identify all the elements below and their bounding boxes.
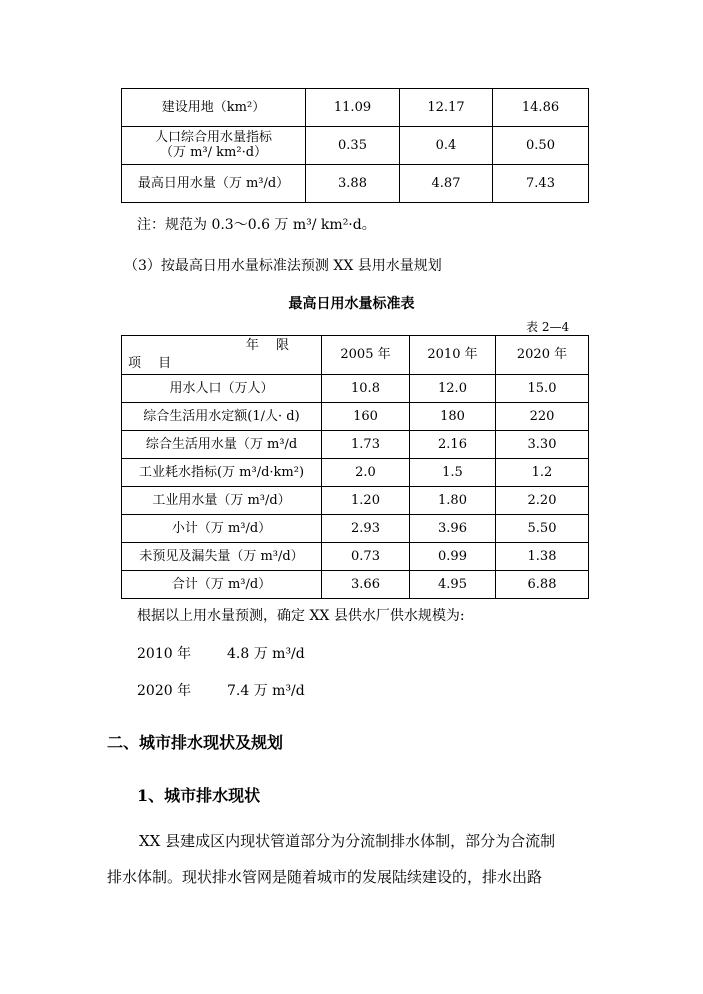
table-row <box>122 459 589 487</box>
cell-value: 180 <box>410 403 496 431</box>
scale-value: 7.4 万 m³/d <box>227 683 305 699</box>
cell-value: 12.17 <box>400 89 493 127</box>
method-line: （3）按最高日用水量标准法预测 XX 县用水量规划 <box>124 258 442 274</box>
column-header: 2020 年 <box>496 336 589 375</box>
scale-year: 2010 年 <box>137 646 192 662</box>
section-heading: 二、城市排水现状及规划 <box>107 733 284 752</box>
table-row <box>122 375 589 403</box>
row-label: 工业耗水指标(万 m³/d·km²) <box>122 459 322 487</box>
column-header: 2005 年 <box>322 336 410 375</box>
row-label: 工业用水量（万 m³/d） <box>122 487 322 515</box>
cell-value: 4.87 <box>400 165 493 203</box>
cell-value: 6.88 <box>496 571 589 599</box>
scale-value: 4.8 万 m³/d <box>227 646 305 662</box>
cell-value: 11.09 <box>306 89 400 127</box>
table-row <box>122 89 589 127</box>
sub-heading: 1、城市排水现状 <box>137 786 261 805</box>
cell-value: 14.86 <box>493 89 589 127</box>
cell-value: 160 <box>322 403 410 431</box>
table-header-row <box>122 336 589 375</box>
body-paragraph <box>107 823 597 895</box>
cell-value: 4.95 <box>410 571 496 599</box>
note-text: 注：规范为 0.3～0.6 万 m³/ km²·d。 <box>137 217 376 233</box>
cell-value: 3.88 <box>306 165 400 203</box>
row-label: 用水人口（万人） <box>122 375 322 403</box>
table-row <box>122 515 589 543</box>
cell-value: 7.43 <box>493 165 589 203</box>
paragraph-line: XX 县建成区内现状管道部分为分流制排水体制，部分为合流制 <box>139 832 556 850</box>
cell-value: 0.50 <box>493 127 589 165</box>
cell-value: 1.5 <box>410 459 496 487</box>
cell-value: 0.73 <box>322 543 410 571</box>
cell-value: 3.66 <box>322 571 410 599</box>
cell-value: 5.50 <box>496 515 589 543</box>
column-header: 2010 年 <box>410 336 496 375</box>
water-demand-table <box>121 88 589 203</box>
row-label: 综合生活用水定额(1/人· d) <box>122 403 322 431</box>
table-row <box>122 431 589 459</box>
table-row <box>122 127 589 165</box>
table-row <box>122 403 589 431</box>
cell-value: 3.96 <box>410 515 496 543</box>
scale-year: 2020 年 <box>137 683 192 699</box>
row-label: 最高日用水量（万 m³/d） <box>122 165 306 203</box>
cell-value: 10.8 <box>322 375 410 403</box>
table-number: 表 2—4 <box>526 320 570 334</box>
cell-value: 15.0 <box>496 375 589 403</box>
cell-value: 0.35 <box>306 127 400 165</box>
table-row <box>122 571 589 599</box>
scale-line-2020 <box>137 680 305 700</box>
table-row <box>122 165 589 203</box>
cell-value: 2.0 <box>322 459 410 487</box>
cell-value: 1.73 <box>322 431 410 459</box>
row-label: 综合生活用水量（万 m³/d <box>122 431 322 459</box>
header-item-label: 项 目 <box>128 356 172 372</box>
header-corner-cell <box>122 336 322 375</box>
row-label: 未预见及漏失量（万 m³/d） <box>122 543 322 571</box>
row-label: 建设用地（km²） <box>122 89 306 127</box>
paragraph-line: 排水体制。现状排水管网是随着城市的发展陆续建设的，排水出路 <box>107 868 543 886</box>
table-title: 最高日用水量标准表 <box>288 296 415 312</box>
row-label: 合计（万 m³/d） <box>122 571 322 599</box>
row-label: 小计（万 m³/d） <box>122 515 322 543</box>
cell-value: 12.0 <box>410 375 496 403</box>
cell-value: 0.4 <box>400 127 493 165</box>
cell-value: 220 <box>496 403 589 431</box>
cell-value: 1.80 <box>410 487 496 515</box>
cell-value: 0.99 <box>410 543 496 571</box>
header-year-label: 年 限 <box>245 338 289 353</box>
cell-value: 1.2 <box>496 459 589 487</box>
cell-value: 2.16 <box>410 431 496 459</box>
cell-value: 2.20 <box>496 487 589 515</box>
scale-line-2010 <box>137 643 305 663</box>
max-daily-water-table <box>121 335 589 599</box>
cell-value: 3.30 <box>496 431 589 459</box>
table-row <box>122 487 589 515</box>
cell-value: 1.20 <box>322 487 410 515</box>
cell-value: 2.93 <box>322 515 410 543</box>
cell-value: 1.38 <box>496 543 589 571</box>
table-row <box>122 543 589 571</box>
row-label: 人口综合用水量指标 （万 m³/ km²·d） <box>122 127 306 165</box>
conclusion-text: 根据以上用水量预测，确定 XX 县供水厂供水规模为: <box>137 608 465 624</box>
